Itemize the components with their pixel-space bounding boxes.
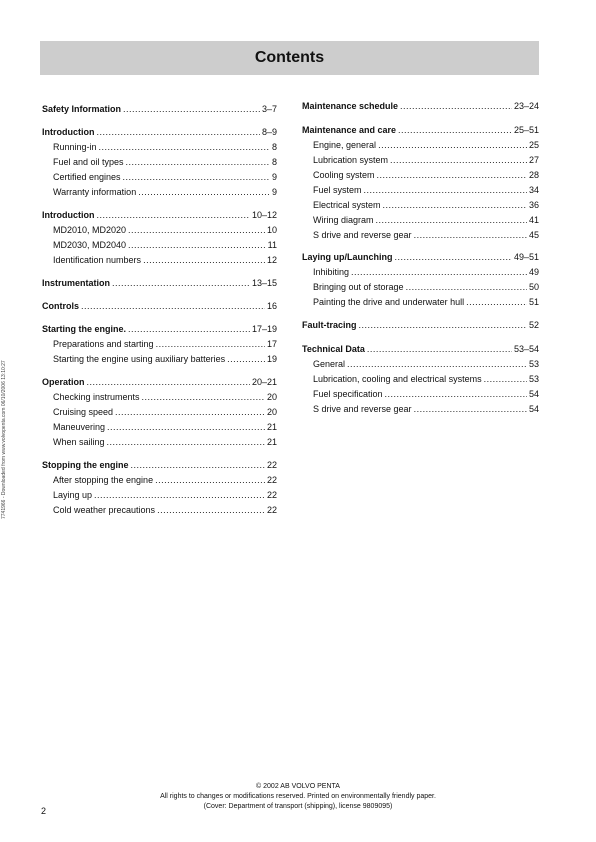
toc-entry-page: 54 bbox=[528, 404, 539, 414]
toc-entry-label: Laying up bbox=[53, 490, 93, 500]
toc-subsection-entry[interactable] bbox=[313, 374, 539, 385]
toc-entry-page: 21 bbox=[266, 422, 277, 432]
toc-entry-page: 45 bbox=[528, 230, 539, 240]
dot-leader bbox=[484, 374, 527, 385]
toc-section-entry[interactable] bbox=[42, 210, 277, 221]
toc-entry-label: Engine, general bbox=[313, 140, 377, 150]
toc-subsection-entry[interactable] bbox=[53, 505, 277, 516]
toc-subsection-entry[interactable] bbox=[53, 255, 277, 266]
toc-entry-page: 52 bbox=[528, 320, 539, 330]
dot-leader bbox=[414, 404, 527, 415]
page-title: Contents bbox=[254, 49, 325, 66]
toc-subsection-entry[interactable] bbox=[53, 407, 277, 418]
toc-entry-page: 8–9 bbox=[261, 127, 277, 137]
toc-entry-label: Certified engines bbox=[53, 172, 121, 182]
toc-entry-page: 11 bbox=[267, 240, 277, 250]
toc-entry-label: Fault-tracing bbox=[302, 320, 357, 330]
toc-entry-page: 22 bbox=[266, 460, 277, 470]
toc-section-entry[interactable] bbox=[42, 104, 277, 115]
toc-entry-label: Cruising speed bbox=[53, 407, 114, 417]
dot-leader bbox=[378, 140, 527, 151]
dot-leader bbox=[107, 437, 265, 448]
toc-entry-page: 53 bbox=[528, 374, 539, 384]
dot-leader bbox=[377, 170, 527, 181]
dot-leader bbox=[87, 377, 250, 388]
toc-subsection-entry[interactable] bbox=[53, 225, 277, 236]
dot-leader bbox=[128, 240, 266, 251]
toc-entry-page: 49 bbox=[528, 267, 539, 277]
dot-leader bbox=[376, 215, 527, 226]
toc-subsection-entry[interactable] bbox=[313, 140, 539, 151]
toc-entry-page: 53–54 bbox=[513, 344, 539, 354]
toc-entry-page: 34 bbox=[528, 185, 539, 195]
toc-subsection-entry[interactable] bbox=[313, 230, 539, 241]
toc-entry-label: Maintenance schedule bbox=[302, 101, 399, 111]
toc-entry-page: 53 bbox=[528, 359, 539, 369]
toc-subsection-entry[interactable] bbox=[53, 339, 277, 350]
toc-subsection-entry[interactable] bbox=[313, 359, 539, 370]
dot-leader bbox=[131, 460, 265, 471]
toc-entry-page: 20–21 bbox=[251, 377, 277, 387]
rights-line: All rights to changes or modifications reserved. Printed on environmentally friendly paper. bbox=[160, 793, 436, 800]
toc-subsection-entry[interactable] bbox=[53, 172, 277, 183]
dot-leader bbox=[227, 354, 265, 365]
dot-leader bbox=[81, 301, 265, 312]
toc-entry-page: 27 bbox=[528, 155, 539, 165]
cover-credit-line: (Cover: Department of transport (shipping), license 9809095) bbox=[203, 803, 393, 810]
toc-subsection-entry[interactable] bbox=[53, 392, 277, 403]
toc-section-entry[interactable] bbox=[302, 101, 539, 112]
toc-section-entry[interactable] bbox=[302, 252, 539, 263]
toc-entry-label: Technical Data bbox=[302, 344, 365, 354]
dot-leader bbox=[400, 101, 512, 112]
toc-section-entry[interactable] bbox=[42, 127, 277, 138]
dot-leader bbox=[347, 359, 527, 370]
dot-leader bbox=[115, 407, 265, 418]
toc-entry-page: 17–19 bbox=[251, 324, 277, 334]
toc-entry-page: 10–12 bbox=[251, 210, 277, 220]
dot-leader bbox=[143, 255, 265, 266]
toc-subsection-entry[interactable] bbox=[313, 170, 539, 181]
toc-entry-page: 41 bbox=[528, 215, 539, 225]
toc-subsection-entry[interactable] bbox=[313, 389, 539, 400]
dot-leader bbox=[112, 278, 250, 289]
toc-subsection-entry[interactable] bbox=[313, 267, 539, 278]
dot-leader bbox=[97, 210, 250, 221]
toc-entry-label: Warranty information bbox=[53, 187, 137, 197]
toc-subsection-entry[interactable] bbox=[313, 404, 539, 415]
toc-subsection-entry[interactable] bbox=[53, 354, 277, 365]
download-stamp: 7741966 - Downloaded from www.volvopenta.com 06/10/2006 13:10:27 bbox=[1, 360, 7, 519]
dot-leader bbox=[128, 324, 250, 335]
toc-subsection-entry[interactable] bbox=[313, 282, 539, 293]
toc-subsection-entry[interactable] bbox=[53, 422, 277, 433]
dot-leader bbox=[351, 267, 527, 278]
toc-entry-page: 20 bbox=[266, 407, 277, 417]
toc-entry-label: When sailing bbox=[53, 437, 105, 447]
toc-entry-label: Maintenance and care bbox=[302, 125, 397, 135]
toc-subsection-entry[interactable] bbox=[313, 155, 539, 166]
toc-entry-label: Fuel specification bbox=[313, 389, 383, 399]
dot-leader bbox=[99, 142, 270, 153]
toc-entry-page: 25–51 bbox=[513, 125, 539, 135]
toc-entry-page: 22 bbox=[266, 505, 277, 515]
dot-leader bbox=[97, 127, 260, 138]
dot-leader bbox=[123, 172, 270, 183]
dot-leader bbox=[107, 422, 265, 433]
dot-leader bbox=[156, 339, 265, 350]
toc-subsection-entry[interactable] bbox=[53, 240, 277, 251]
toc-entry-label: Electrical system bbox=[313, 200, 381, 210]
toc-entry-label: Lubrication system bbox=[313, 155, 389, 165]
toc-entry-label: Cold weather precautions bbox=[53, 505, 156, 515]
dot-leader bbox=[390, 155, 527, 166]
toc-entry-page: 21 bbox=[266, 437, 277, 447]
toc-subsection-entry[interactable] bbox=[53, 157, 277, 168]
toc-entry-page: 23–24 bbox=[513, 101, 539, 111]
toc-subsection-entry[interactable] bbox=[313, 185, 539, 196]
toc-entry-page: 9 bbox=[271, 172, 277, 182]
dot-leader bbox=[126, 157, 270, 168]
toc-entry-page: 20 bbox=[266, 392, 277, 402]
toc-entry-page: 10 bbox=[266, 225, 277, 235]
toc-entry-label: Checking instruments bbox=[53, 392, 140, 402]
dot-leader bbox=[466, 297, 527, 308]
toc-entry-label: Fuel and oil types bbox=[53, 157, 124, 167]
toc-entry-label: Controls bbox=[42, 301, 79, 311]
toc-entry-page: 51 bbox=[528, 297, 539, 307]
toc-entry-label: Starting the engine. bbox=[42, 324, 127, 334]
toc-entry-label: Stopping the engine bbox=[42, 460, 129, 470]
toc-entry-page: 19 bbox=[266, 354, 277, 364]
toc-section-entry[interactable] bbox=[42, 324, 277, 335]
toc-subsection-entry[interactable] bbox=[53, 475, 277, 486]
toc-entry-page: 25 bbox=[528, 140, 539, 150]
toc-entry-label: Laying up/Launching bbox=[302, 252, 393, 262]
dot-leader bbox=[94, 490, 265, 501]
title-banner bbox=[40, 41, 539, 75]
toc-entry-label: Introduction bbox=[42, 210, 95, 220]
toc-entry-page: 9 bbox=[271, 187, 277, 197]
dot-leader bbox=[364, 185, 527, 196]
toc-entry-page: 22 bbox=[266, 490, 277, 500]
dot-leader bbox=[414, 230, 527, 241]
toc-entry-page: 17 bbox=[266, 339, 277, 349]
toc-subsection-entry[interactable] bbox=[53, 187, 277, 198]
toc-subsection-entry[interactable] bbox=[53, 437, 277, 448]
toc-entry-page: 50 bbox=[528, 282, 539, 292]
copyright-line: © 2002 AB VOLVO PENTA bbox=[256, 783, 340, 790]
dot-leader bbox=[367, 344, 512, 355]
toc-entry-label: S drive and reverse gear bbox=[313, 230, 412, 240]
dot-leader bbox=[398, 125, 512, 136]
toc-entry-label: Instrumentation bbox=[42, 278, 111, 288]
toc-subsection-entry[interactable] bbox=[53, 142, 277, 153]
toc-entry-page: 3–7 bbox=[261, 104, 277, 114]
toc-subsection-entry[interactable] bbox=[313, 200, 539, 211]
toc-entry-label: Lubrication, cooling and electrical systems bbox=[313, 374, 482, 384]
toc-entry-page: 8 bbox=[271, 142, 277, 152]
page-number: 2 bbox=[41, 806, 47, 816]
toc-entry-label: Wiring diagram bbox=[313, 215, 374, 225]
toc-section-entry[interactable] bbox=[42, 377, 277, 388]
footer bbox=[0, 782, 596, 812]
toc-entry-label: Safety Information bbox=[42, 104, 122, 114]
dot-leader bbox=[157, 505, 265, 516]
toc-subsection-entry[interactable] bbox=[53, 490, 277, 501]
toc-entry-page: 16 bbox=[266, 301, 277, 311]
toc-entry-label: MD2010, MD2020 bbox=[53, 225, 127, 235]
toc-entry-label: Starting the engine using auxiliary batteries bbox=[53, 354, 226, 364]
toc-section-entry[interactable] bbox=[302, 125, 539, 136]
dot-leader bbox=[359, 320, 527, 331]
toc-entry-label: S drive and reverse gear bbox=[313, 404, 412, 414]
dot-leader bbox=[406, 282, 527, 293]
toc-section-entry[interactable] bbox=[302, 344, 539, 355]
dot-leader bbox=[155, 475, 265, 486]
toc-entry-label: Preparations and starting bbox=[53, 339, 154, 349]
toc-entry-page: 28 bbox=[528, 170, 539, 180]
toc-entry-label: Identification numbers bbox=[53, 255, 142, 265]
dot-leader bbox=[123, 104, 260, 115]
toc-entry-label: Painting the drive and underwater hull bbox=[313, 297, 465, 307]
dot-leader bbox=[395, 252, 512, 263]
toc-subsection-entry[interactable] bbox=[313, 297, 539, 308]
toc-entry-label: After stopping the engine bbox=[53, 475, 154, 485]
dot-leader bbox=[142, 392, 265, 403]
toc-entry-page: 54 bbox=[528, 389, 539, 399]
dot-leader bbox=[383, 200, 527, 211]
toc-section-entry[interactable] bbox=[302, 320, 539, 331]
toc-subsection-entry[interactable] bbox=[313, 215, 539, 226]
toc-entry-label: Maneuvering bbox=[53, 422, 106, 432]
toc-section-entry[interactable] bbox=[42, 460, 277, 471]
toc-entry-label: MD2030, MD2040 bbox=[53, 240, 127, 250]
dot-leader bbox=[128, 225, 265, 236]
toc-section-entry[interactable] bbox=[42, 278, 277, 289]
toc-entry-label: Introduction bbox=[42, 127, 95, 137]
toc-entry-page: 12 bbox=[266, 255, 277, 265]
toc-section-entry[interactable] bbox=[42, 301, 277, 312]
toc-entry-label: Operation bbox=[42, 377, 85, 387]
toc-entry-page: 22 bbox=[266, 475, 277, 485]
toc-entry-label: Fuel system bbox=[313, 185, 362, 195]
toc-entry-page: 8 bbox=[271, 157, 277, 167]
dot-leader bbox=[385, 389, 527, 400]
toc-entry-label: General bbox=[313, 359, 346, 369]
toc-entry-page: 36 bbox=[528, 200, 539, 210]
toc-entry-label: Cooling system bbox=[313, 170, 375, 180]
toc-entry-page: 49–51 bbox=[513, 252, 539, 262]
dot-leader bbox=[138, 187, 270, 198]
toc-entry-label: Inhibiting bbox=[313, 267, 350, 277]
toc-entry-label: Running-in bbox=[53, 142, 97, 152]
toc-entry-page: 13–15 bbox=[251, 278, 277, 288]
toc-entry-label: Bringing out of storage bbox=[313, 282, 404, 292]
